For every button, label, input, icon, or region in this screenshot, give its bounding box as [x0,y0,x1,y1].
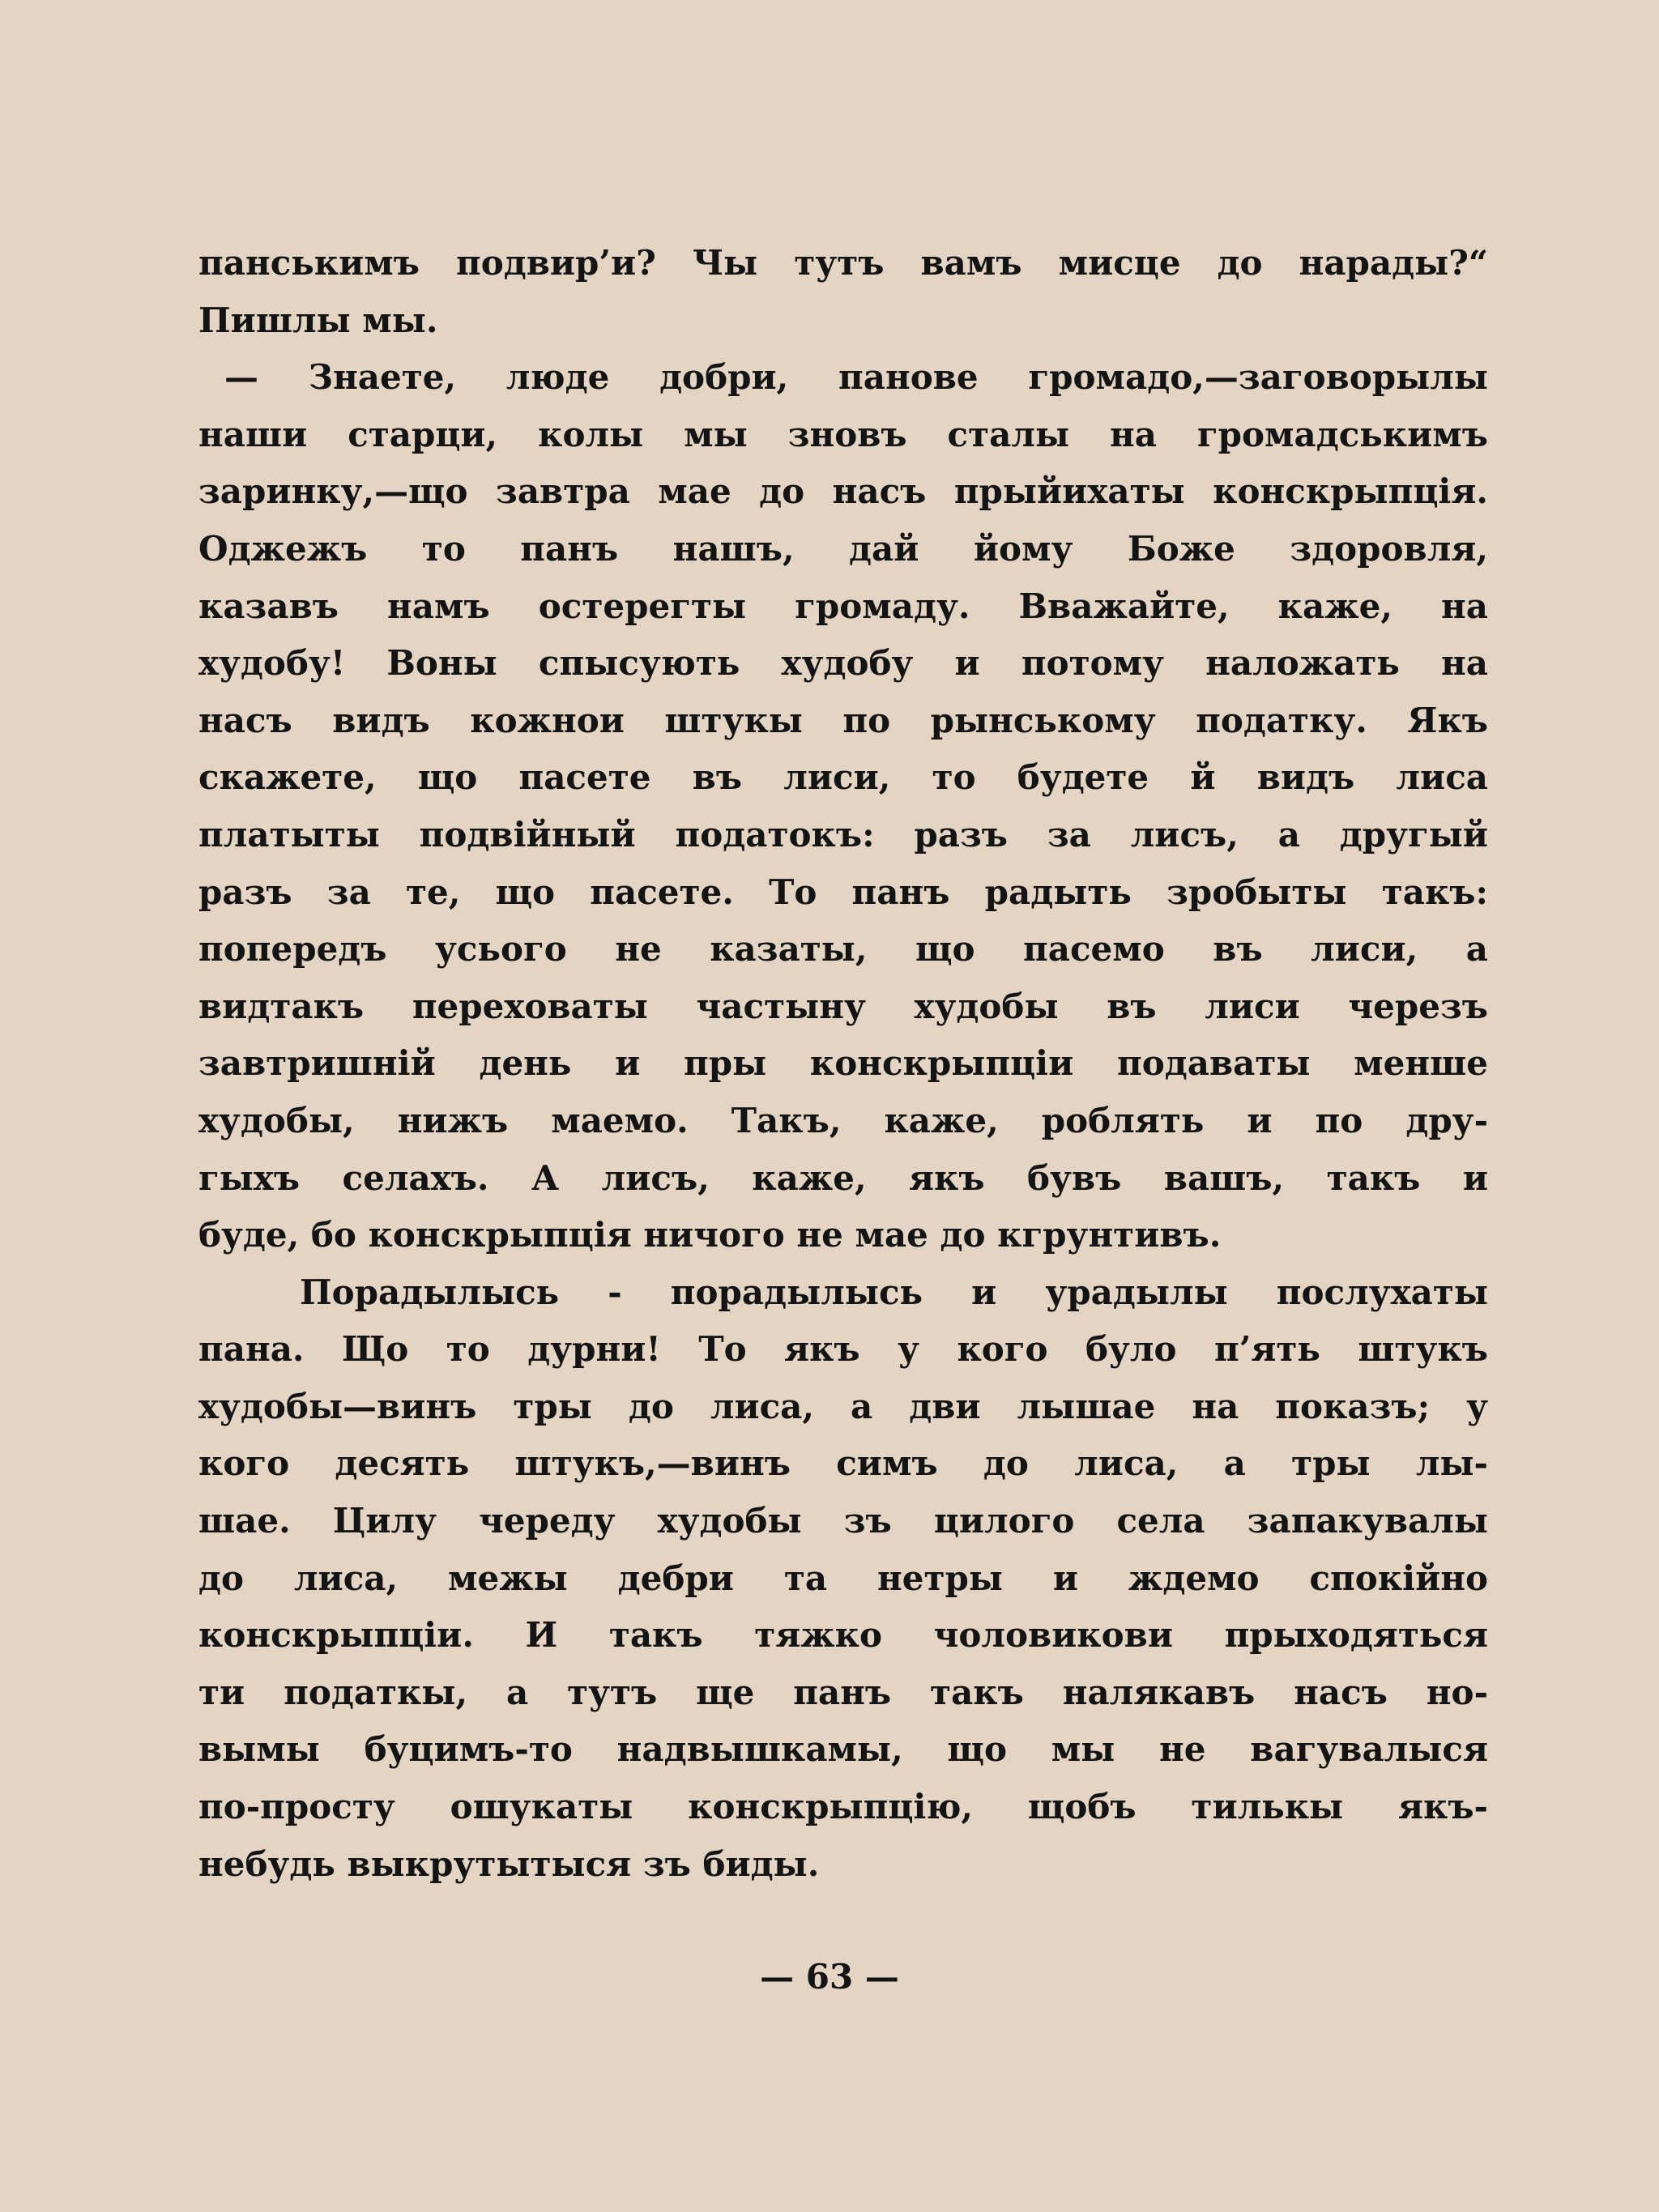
text-line: конскрыпціи. И такъ тяжко чоловикови прыходяться [198,1615,1488,1656]
text-line: панськимъ подвир’и? Чы тутъ вамъ мисце до нарады?“ [198,243,1488,283]
text-line: худобы—винъ тры до лиса, а дви лышае на показъ; у [198,1386,1488,1426]
text-line: Пишлы мы. [198,300,438,340]
text-line: завтришній день и пры конскрыпціи подаваты менше [198,1043,1488,1084]
text-line: худобу! Воны спысують худобу и потому наложать на [198,643,1488,684]
text-line: попередъ усього не казаты, що пасемо въ лиси, а [198,929,1488,970]
text-line: по-просту ошукаты конскрыпцію, щобъ тилькы якъ- [198,1787,1488,1827]
page-number: — 63 — [760,1957,899,1997]
text-line: разъ за те, що пасете. То панъ радыть зробыты такъ: [198,872,1488,912]
text-line: Порадылысь - порадылысь и урадылы послухаты [300,1272,1488,1312]
text-line: Оджежъ то панъ нашъ, дай йому Боже здоровля, [198,528,1488,569]
text-line: скажете, що пасете въ лиси, то будете й видъ лиса [198,757,1488,798]
text-line: насъ видъ кожнои штукы по рынському податку. Якъ [198,700,1488,740]
text-line: пана. Що то дурни! То якъ у кого було п’ять штукъ [198,1329,1488,1370]
text-line: видтакъ переховаты частыну худобы въ лиси черезъ [198,986,1488,1026]
text-line: шае. Цилу череду худобы зъ цилого села запакувалы [198,1501,1488,1541]
text-line: наши старци, колы мы зновъ сталы на громадськимъ [198,414,1488,454]
text-line: гыхъ селахъ. А лисъ, каже, якъ бувъ вашъ, такъ и [198,1157,1488,1198]
body-text [198,235,1488,1893]
text-line: небудь выкрутытыся зъ биды. [198,1843,820,1884]
text-line: ти податкы, а тутъ ще панъ такъ налякавъ насъ но- [198,1672,1488,1712]
text-line: казавъ намъ остерегты громаду. Вважайте, каже, на [198,586,1488,626]
text-line: худобы, нижъ маемо. Такъ, каже, роблять и по дру- [198,1100,1488,1140]
text-line: буде, бо конскрыпція ничого не мае до кгрунтивъ. [198,1215,1222,1255]
text-line: кого десять штукъ,—винъ симъ до лиса, а тры лы- [198,1443,1488,1484]
text-line: платыты подвійный податокъ: разъ за лисъ, а другый [198,814,1488,855]
text-line: до лиса, межы дебри та нетры и ждемо спокійно [198,1558,1488,1598]
text-line: заринку,—що завтра мае до насъ прыйихаты конскрыпція. [198,471,1488,512]
text-line: вымы буцимъ-то надвышкамы, що мы не вагувалыся [198,1729,1488,1770]
text-line: — Знаете, люде добри, панове громадо,—заговорылы [224,357,1488,398]
